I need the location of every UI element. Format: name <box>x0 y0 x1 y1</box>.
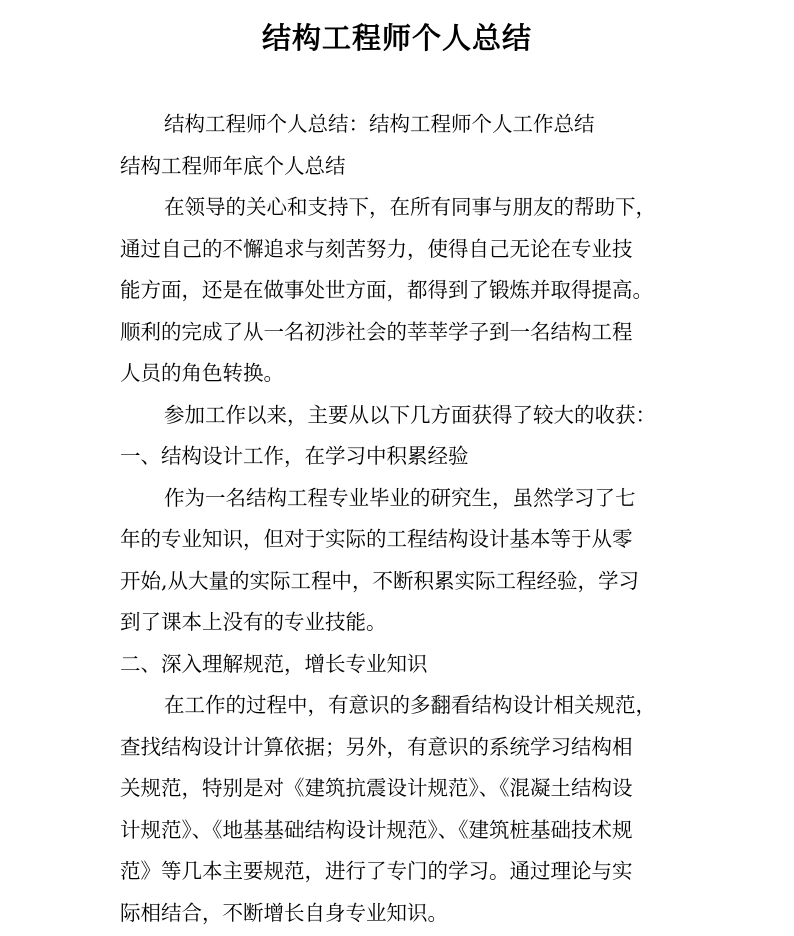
section-heading: 二、深入理解规范，增长专业知识 <box>120 651 428 676</box>
document-body <box>120 104 692 934</box>
document-title: 结构工程师个人总结 <box>261 21 532 55</box>
paragraph-line: 在领导的关心和支持下，在所有同事与朋友的帮助下， <box>164 195 656 219</box>
paragraph-line: 计规范》、《地基基础结构设计规范》、《建筑桩基础技术规 <box>120 817 633 842</box>
paragraph-line: 关规范，特别是对《建筑抗震设计规范》、《混凝土结构设 <box>120 776 633 800</box>
paragraph-line: 作为一名结构工程专业毕业的研究生，虽然学习了七 <box>164 485 636 510</box>
paragraph-line: 开始,从大量的实际工程中，不断积累实际工程经验，学习 <box>120 568 640 593</box>
section-heading: 一、结构设计工作，在学习中积累经验 <box>120 444 469 468</box>
paragraph-line: 范》等几本主要规范，进行了专门的学习。通过理论与实 <box>120 859 633 883</box>
paragraph-line: 结构工程师年底个人总结 <box>120 153 346 178</box>
paragraph-line: 查找结构设计计算依据；另外，有意识的系统学习结构相 <box>120 734 633 759</box>
paragraph-line: 能方面，还是在做事处世方面，都得到了锻炼并取得提高。 <box>120 278 653 302</box>
paragraph-line: 结构工程师个人总结：结构工程师个人工作总结 <box>164 112 595 136</box>
paragraph-line: 际相结合，不断增长自身专业知识。 <box>120 900 448 925</box>
paragraph-line: 参加工作以来，主要从以下几方面获得了较大的收获： <box>164 402 656 427</box>
paragraph-line: 人员的角色转换。 <box>120 361 284 385</box>
paragraph-line: 到了课本上没有的专业技能。 <box>120 610 387 634</box>
paragraph-line: 在工作的过程中，有意识的多翻看结构设计相关规范， <box>164 693 656 717</box>
paragraph-line: 通过自己的不懈追求与刻苦努力，使得自己无论在专业技 <box>120 236 633 261</box>
paragraph-line: 年的专业知识，但对于实际的工程结构设计基本等于从零 <box>120 527 633 551</box>
paragraph-line: 顺利的完成了从一名初涉社会的莘莘学子到一名结构工程 <box>120 319 633 344</box>
